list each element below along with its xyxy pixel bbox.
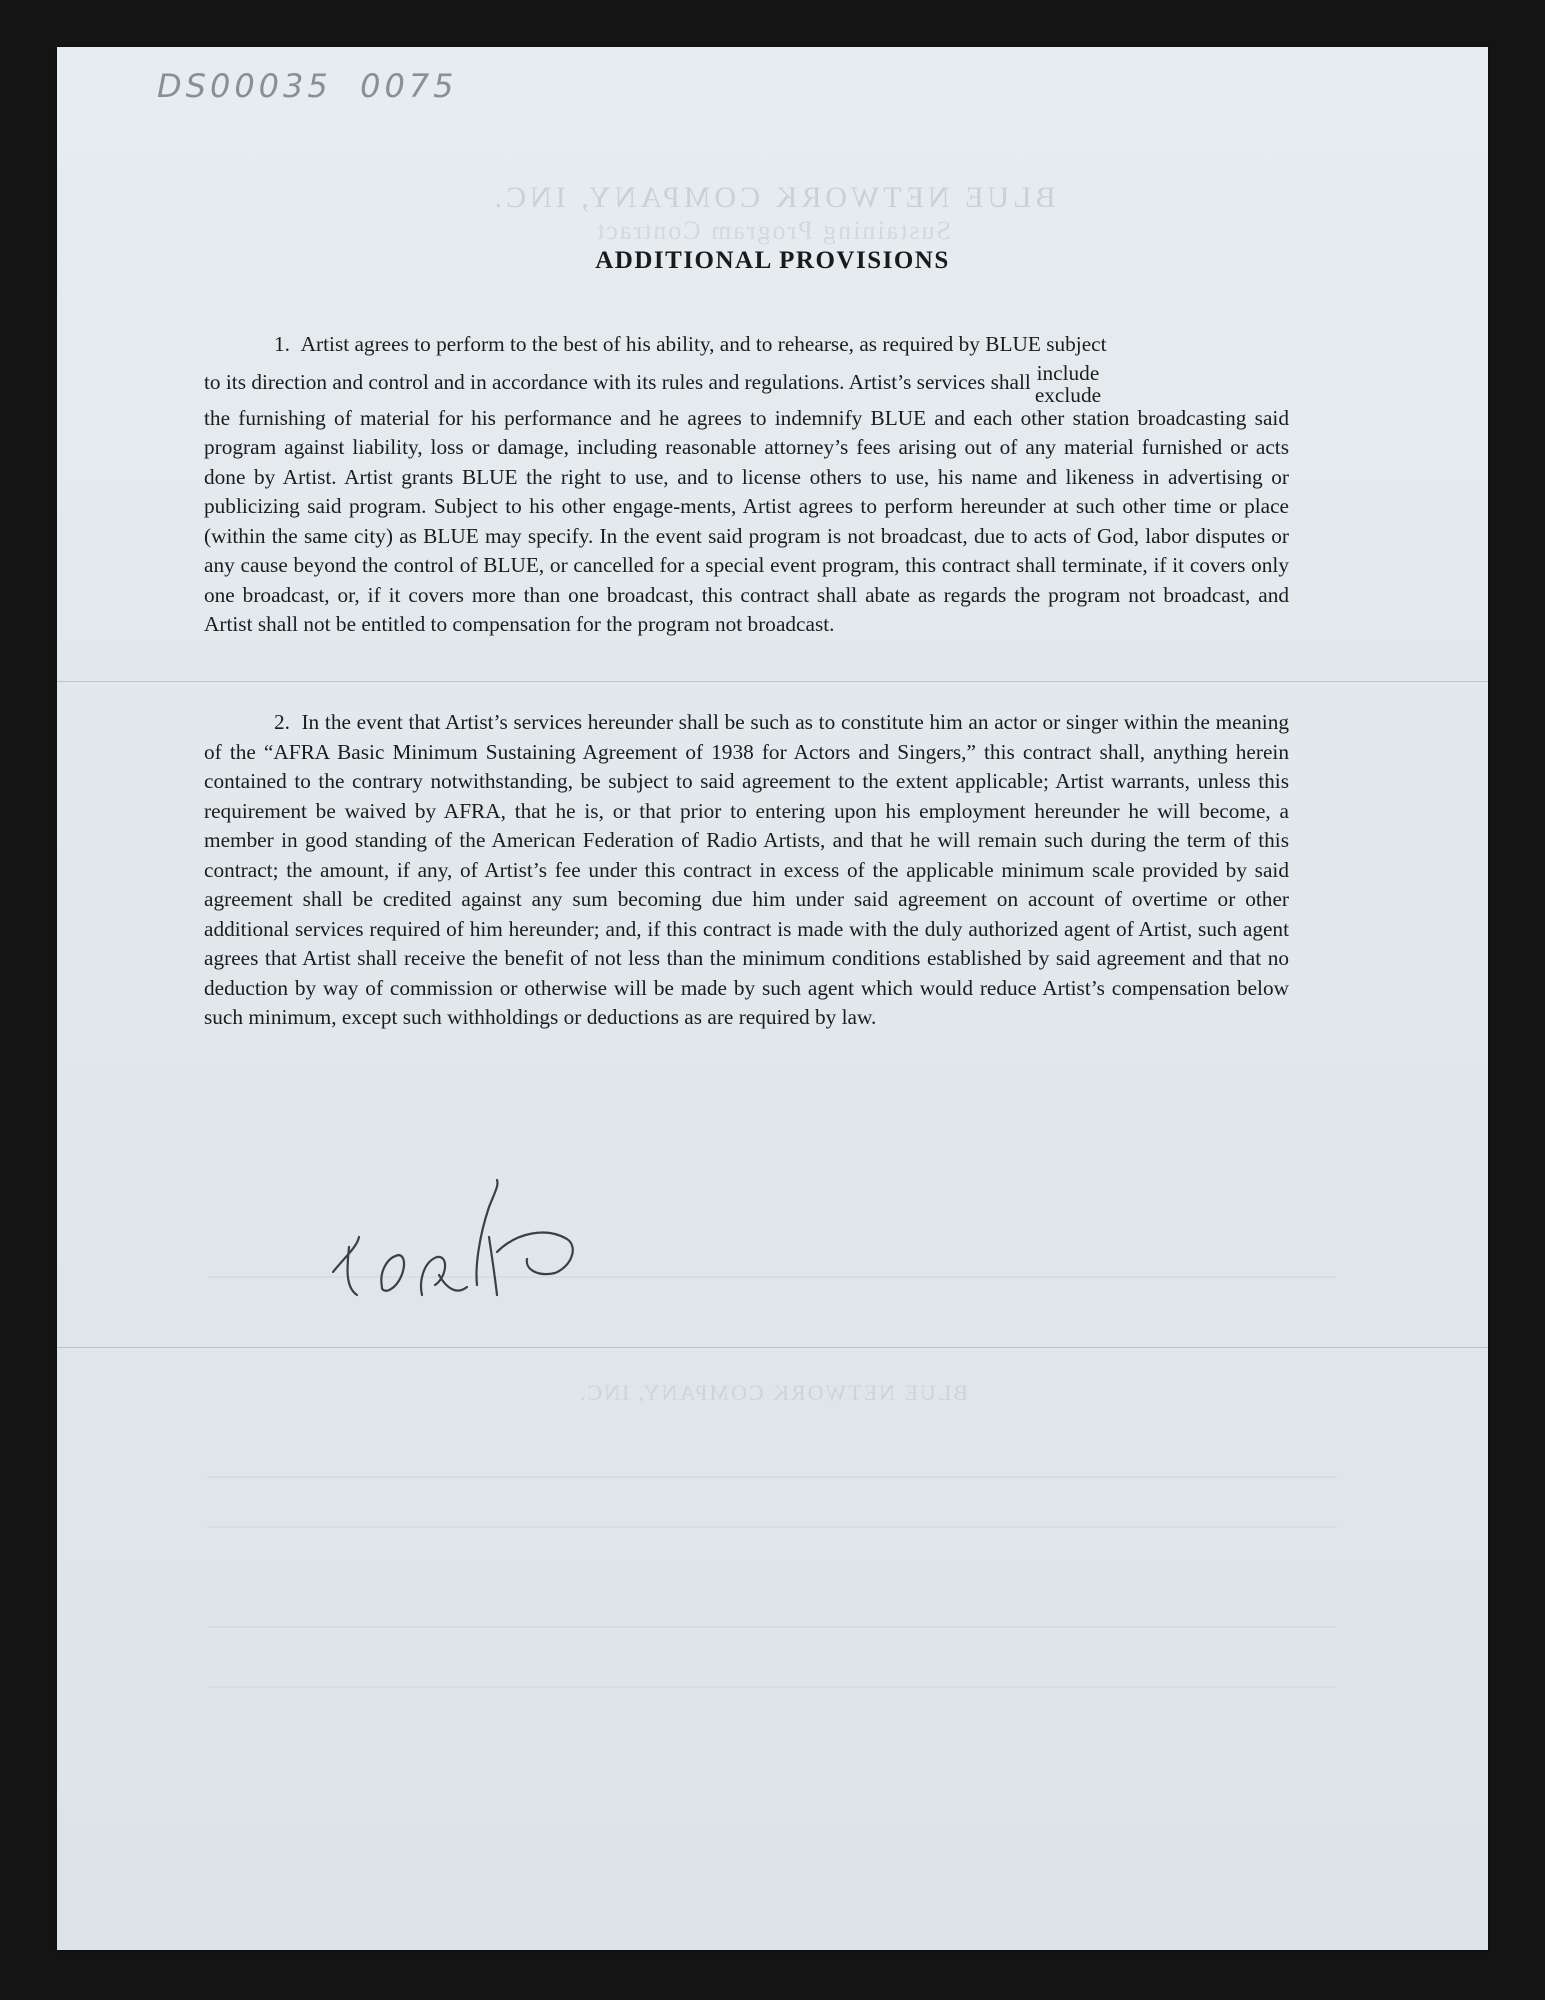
- paragraph-number: 2.: [274, 710, 290, 734]
- option-exclude: exclude: [1034, 382, 1102, 407]
- option-include: include: [1036, 360, 1100, 385]
- paragraph-2-body: In the event that Artist’s services hereunder shall be such as to constitute him an actor or singer within the meaning of the “AFRA Basic Minimum Sustaining Agreement of 1938 for Actors and Singers,” this contract shall, anything herein contained to the contrary notwithstanding, be subject to said agreement to the extent applicable; Artist warrants, unless this requirement be waived by AFRA, that he is, or that prior to entering upon his employment hereunder he will become, a member in good standing of the American Federation of Radio Artists, and that he will remain such during the term of this contract; the amount, if any, of Artist’s fee under this contract in excess of the applicable minimum scale provided by said agreement shall be credited against any sum becoming due him under said agreement on account of overtime or other additional services required of him hereunder; and, if this contract is made with the duly authorized agent of Artist, such agent agrees that Artist shall receive the benefit of not less than the minimum conditions established by said agreement and that no deduction by way of commission or otherwise will be made by such agent which would reduce Artist’s compensation below such minimum, except such withholdings or deductions as are required by law.: [204, 710, 1289, 1029]
- paragraph-1-line-1: Artist agrees to perform to the best of his ability, and to rehearse, as required by BLUE subject: [300, 332, 1107, 356]
- fold-line: [57, 1347, 1488, 1348]
- paragraph-1-body: the furnishing of material for his performance and he agrees to indemnify BLUE and each other station broadcasting said program against liability, loss or damage, including reasonable attorney’s fees arising out of any material furnished or acts done by Artist. Artist grants BLUE the right to use, and to license others to use, his name and likeness in advertising or publicizing said program. Subject to his other engage-ments, Artist agrees to perform hereunder at such other time or place (within the same city) as BLUE may specify. In the event said program is not broadcast, due to acts of God, labor disputes or any cause beyond the control of BLUE, or cancelled for a special event program, this contract shall terminate, if it covers only one broadcast, or, if it covers more than one broadcast, this contract shall abate as regards the program not broadcast, and Artist shall not be entitled to compensation for the program not broadcast.: [204, 405, 1289, 636]
- handwritten-signature: [327, 1177, 647, 1337]
- show-through-heading: BLUE NETWORK COMPANY, INC.: [490, 181, 1056, 214]
- provision-paragraph-2: [204, 708, 1289, 1033]
- paragraph-1-line-2: to its direction and control and in accordance with its rules and regulations. Artist’s services shall: [204, 369, 1031, 394]
- paragraph-number: 1.: [274, 332, 290, 356]
- show-through-subheading: Sustaining Program Contract: [595, 216, 951, 245]
- provision-paragraph-1: [204, 330, 1289, 640]
- fold-line: [57, 681, 1488, 682]
- document-page: [57, 47, 1488, 1950]
- include-exclude-choice: [1035, 362, 1101, 406]
- show-through-heading-lower: BLUE NETWORK COMPANY, INC.: [578, 1380, 968, 1405]
- page-title: ADDITIONAL PROVISIONS: [595, 247, 950, 274]
- paragraph-1-line-2-row: [204, 360, 1289, 407]
- archive-id-pencil: DS00035 0075: [157, 67, 458, 105]
